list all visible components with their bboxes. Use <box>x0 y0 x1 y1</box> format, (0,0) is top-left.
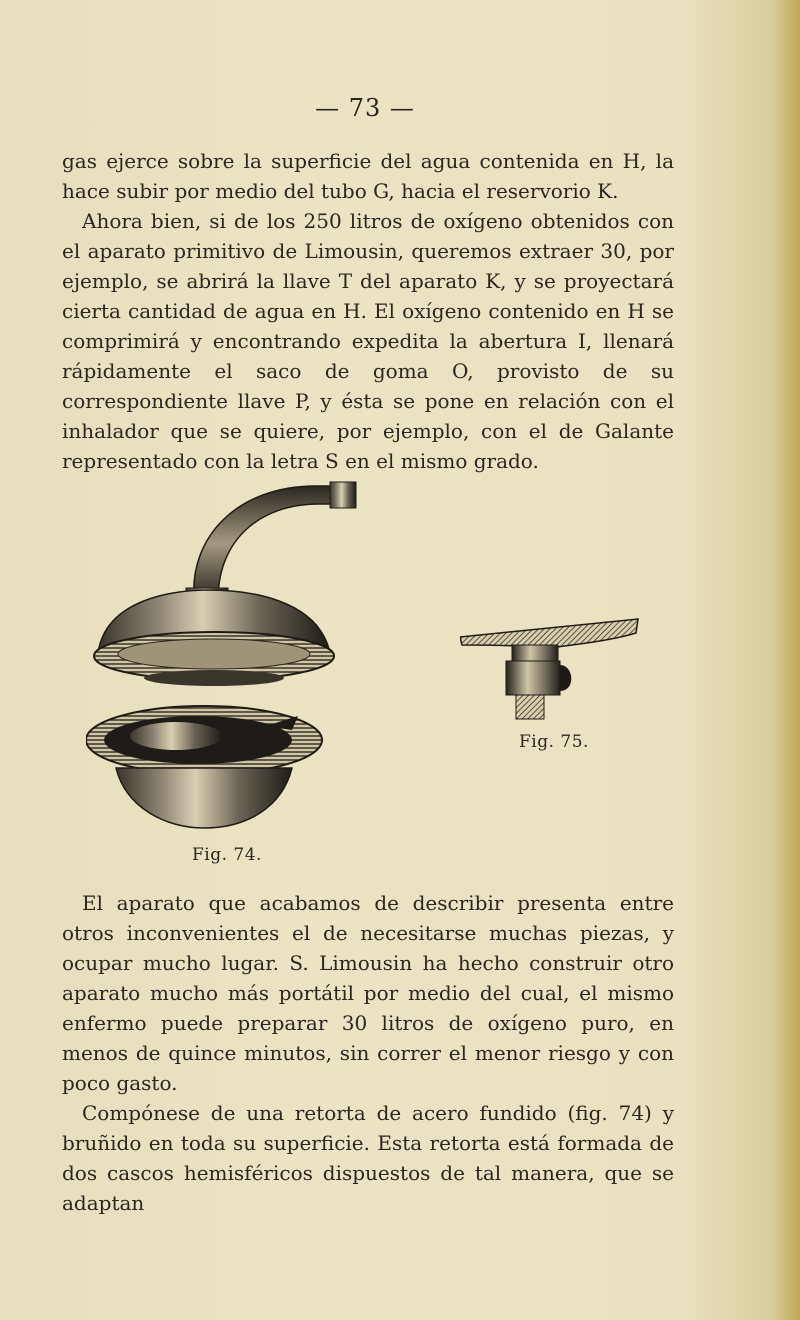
text-block-bottom <box>62 888 674 1218</box>
figure-75-valve <box>460 605 640 725</box>
paragraph-oxygen-extraction: Ahora bien, si de los 250 litros de oxígeno obtenidos con el aparato primitivo de Limousin, queremos extraer 30, por ejemplo, se abrirá la llave T del aparato K, y se proyectará cierta cantidad de agua en H. El oxígeno contenido en H se comprimirá y encontrando expedita la abertura I, llenará rápidamente el saco de goma O, provisto de su correspondiente llave P, y ésta se pone en relación con el inhalador que se quiere, por ejemplo, con el de Galante representado con la letra S en el mismo grado. <box>62 209 674 473</box>
paragraph-portable-apparatus: El aparato que acabamos de describir presenta entre otros inconvenientes el de necesitarse muchas piezas, y ocupar mucho lugar. S. Limousin ha hecho construir otro aparato mucho más portátil por medio del cual, el mismo enfermo puede preparar 30 litros de oxígeno puro, en menos de quince minutos, sin correr el menor riesgo y con poco gasto. <box>62 891 674 1095</box>
page-number: — 73 — <box>315 94 415 122</box>
paragraph-continuation: gas ejerce sobre la superficie del agua contenida en H, la hace subir por medio del tubo G, hacia el reservorio K. <box>62 149 674 203</box>
text-block-top <box>62 146 674 476</box>
page-edge-shadow <box>774 0 800 1320</box>
figure-75-caption: Fig. 75. <box>519 732 589 752</box>
paragraph-retort-description: Compónese de una retorta de acero fundido (fig. 74) y bruñido en toda su superficie. Esta retorta está formada de dos cascos hemisféricos dispuestos de tal manera, que se adaptan <box>62 1101 674 1215</box>
figure-74-caption: Fig. 74. <box>192 845 262 865</box>
figure-74-retort <box>86 478 366 838</box>
